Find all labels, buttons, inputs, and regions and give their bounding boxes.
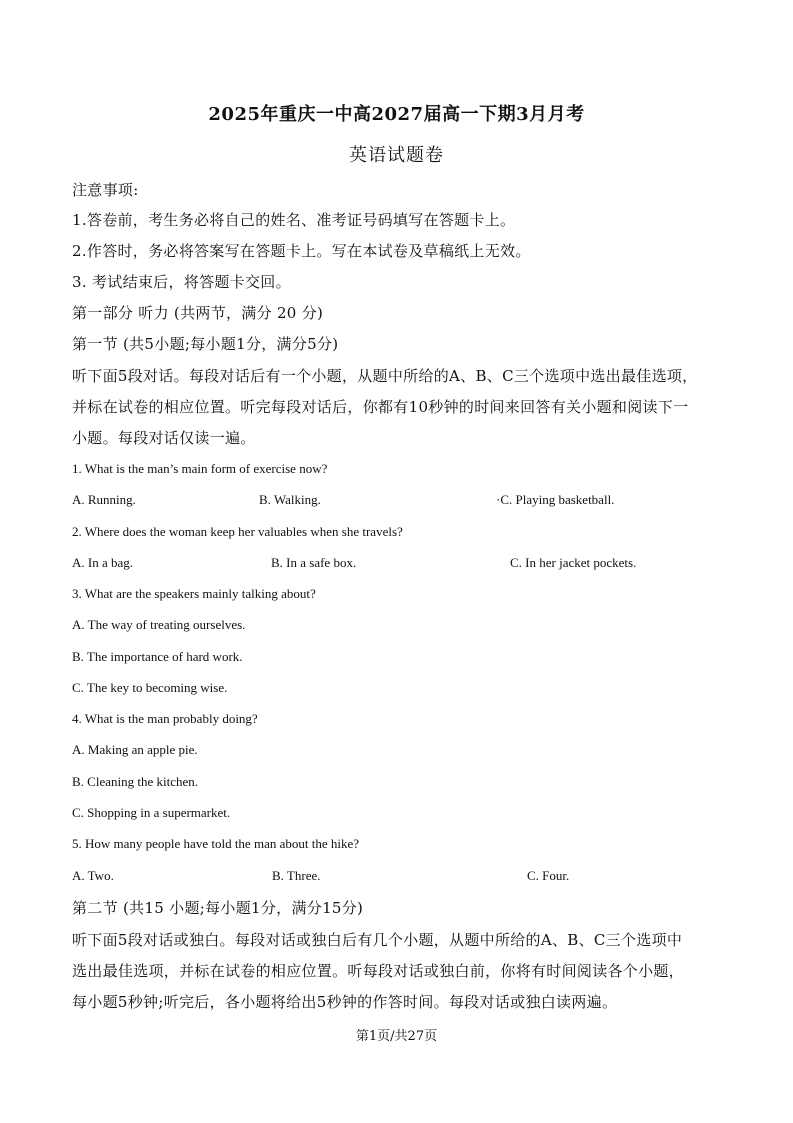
option-a: A. In a bag. — [72, 555, 134, 570]
option-c: C. The key to becoming wise. — [72, 680, 228, 695]
page-number: 第1页/共27页 — [355, 1029, 438, 1044]
option-a: A. Running. — [72, 492, 136, 507]
section2-instruction: 每小题5秒钟;听完后，各小题将给出5秒钟的作答时间。每段对话或独白读两遍。 — [72, 993, 618, 1011]
section2-heading: 第二节 (共15 小题;每小题1分，满分15分) — [72, 899, 364, 917]
section1-instruction: 并标在试卷的相应位置。听完每段对话后，你都有10秒钟的时间来回答有关小题和阅读下一 — [72, 398, 689, 416]
section2-instruction: 选出最佳选项，并标在试卷的相应位置。听每段对话或独白前，你将有时间阅读各个小题， — [72, 962, 685, 980]
part1-heading: 第一部分 听力 (共两节，满分 20 分) — [72, 304, 324, 322]
option-c: C. Shopping in a supermarket. — [72, 805, 231, 820]
note-item: 2.作答时，务必将答案写在答题卡上。写在本试卷及草稿纸上无效。 — [72, 242, 531, 260]
option-c: C. In her jacket pockets. — [510, 555, 637, 570]
exam-subtitle: 英语试题卷 — [349, 145, 444, 166]
option-c: ·C. Playing basketball. — [496, 492, 615, 507]
option-b: B. In a safe box. — [271, 555, 357, 570]
section1-heading: 第一节 (共5小题;每小题1分，满分5分) — [72, 335, 339, 353]
note-item: 3. 考试结束后，将答题卡交回。 — [72, 273, 291, 291]
section1-instruction: 小题。每段对话仅读一遍。 — [72, 429, 256, 447]
note-item: 1.答卷前，考生务必将自己的姓名、准考证号码填写在答题卡上。 — [72, 211, 516, 229]
section1-instruction: 听下面5段对话。每段对话后有一个小题，从题中所给的A、B、C三个选项中选出最佳选项， — [72, 367, 698, 385]
exam-title: 2025年重庆一中高2027届高一下期3月月考 — [208, 104, 585, 125]
option-a: A. Two. — [72, 868, 114, 883]
option-b: B. Three. — [272, 868, 321, 883]
option-a: A. Making an apple pie. — [72, 742, 198, 757]
option-a: A. The way of treating ourselves. — [72, 617, 246, 632]
question-stem: 1. What is the man’s main form of exercise now? — [72, 461, 328, 476]
question-stem: 5. How many people have told the man about the hike? — [72, 836, 360, 851]
section2-instruction: 听下面5段对话或独白。每段对话或独白后有几个小题，从题中所给的A、B、C三个选项中 — [72, 931, 683, 949]
option-c: C. Four. — [527, 868, 570, 883]
notes-heading: 注意事项: — [72, 181, 139, 199]
option-b: B. Cleaning the kitchen. — [72, 774, 199, 789]
question-stem: 2. Where does the woman keep her valuables when she travels? — [72, 524, 403, 539]
option-b: B. Walking. — [259, 492, 321, 507]
question-stem: 4. What is the man probably doing? — [72, 711, 258, 726]
option-b: B. The importance of hard work. — [72, 649, 243, 664]
question-stem: 3. What are the speakers mainly talking about? — [72, 586, 316, 601]
